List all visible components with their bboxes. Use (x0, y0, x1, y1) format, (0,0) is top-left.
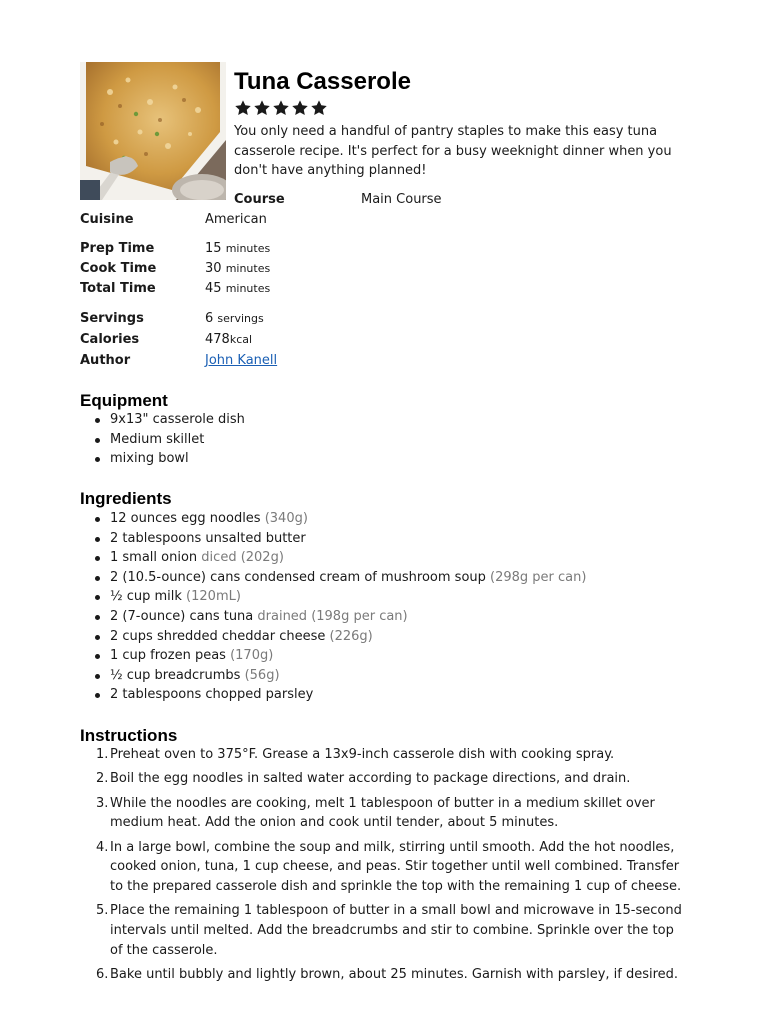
servings-unit: servings (217, 312, 264, 325)
equipment-heading: Equipment (80, 391, 168, 410)
star-icon[interactable] (253, 99, 271, 117)
step-text: Preheat oven to 375°F. Grease a 13x9-inch casserole dish with cooking spray. (110, 747, 615, 762)
ingredient-text: 1 cup frozen peas (110, 648, 226, 664)
meta-value-cook-time (205, 260, 270, 278)
star-icon[interactable] (234, 99, 252, 117)
ingredient-item (80, 529, 586, 549)
meta-label-cook-time: Cook Time (80, 261, 157, 276)
star-icon[interactable] (272, 99, 290, 117)
cook-time-unit: minutes (225, 262, 271, 275)
meta-value-author (205, 352, 277, 370)
meta-label-prep-time: Prep Time (80, 241, 155, 256)
meta-value-prep-time (205, 240, 270, 258)
equipment-list (80, 410, 245, 469)
meta-label-servings: Servings (80, 311, 144, 326)
ingredient-note: (226g) (325, 628, 373, 644)
recipe-summary: You only need a handful of pantry staples to make this easy tuna casserole recipe. It's perfect for a busy weeknight dinner when you don't have anything planned! (234, 124, 672, 179)
star-icon[interactable] (310, 99, 328, 117)
meta-label-author: Author (80, 353, 131, 368)
instruction-step (80, 769, 690, 789)
meta-value-total-time (205, 280, 270, 298)
instructions-list (80, 745, 690, 989)
ingredient-note: (298g per can) (485, 569, 587, 585)
ingredient-text: 2 (10.5-ounce) cans condensed cream of mushroom soup (110, 569, 486, 585)
ingredient-note: (340g) (260, 511, 308, 526)
ingredient-text: 1 small onion (110, 550, 198, 566)
ingredient-note: (56g) (240, 667, 280, 683)
ingredient-text: 2 (7-ounce) cans tuna (110, 608, 254, 624)
step-number: 2. (96, 771, 109, 787)
equipment-item: 9x13" casserole dish (80, 410, 245, 430)
ingredient-item (80, 685, 586, 705)
step-text: In a large bowl, combine the soup and milk, stirring until smooth. Add the hot noodles, cooked onion, tuna, 1 cup cheese, and peas. Stir together until well combined. Transfer to the prepared casserole dish and sprinkle the top with the remaining 1 cup of cheese. (110, 839, 682, 894)
ingredient-note: (120mL) (181, 589, 241, 605)
ingredient-text: 2 tablespoons chopped parsley (110, 687, 314, 703)
equipment-item: Medium skillet (80, 430, 245, 450)
ingredient-text: 2 cups shredded cheddar cheese (110, 628, 326, 644)
ingredient-item (80, 627, 586, 647)
calories-number: 478 (205, 332, 230, 347)
meta-value-course: Main Course (361, 192, 442, 207)
step-number: 6. (96, 966, 109, 982)
ingredient-item (80, 607, 586, 627)
step-number: 5. (96, 903, 109, 919)
ingredient-item (80, 509, 586, 529)
ingredient-item (80, 568, 586, 588)
meta-label-calories: Calories (80, 332, 140, 347)
instructions-heading: Instructions (80, 726, 178, 745)
ingredients-heading: Ingredients (80, 489, 172, 508)
step-number: 1. (96, 747, 109, 762)
ingredient-item (80, 587, 586, 607)
meta-value-cuisine: American (205, 212, 267, 227)
ingredient-item (80, 548, 586, 568)
total-time-unit: minutes (225, 282, 271, 295)
meta-value-calories (205, 331, 252, 349)
ingredient-item (80, 666, 586, 686)
servings-number[interactable]: 6 (205, 311, 214, 326)
ingredient-text: 12 ounces egg noodles (110, 511, 261, 526)
ingredient-note: (170g) (225, 648, 274, 664)
recipe-title: Tuna Casserole (234, 68, 411, 95)
rating-stars[interactable] (234, 99, 328, 117)
equipment-item: mixing bowl (80, 449, 245, 469)
prep-time-number: 15 (205, 241, 222, 256)
meta-value-servings[interactable] (205, 310, 264, 328)
step-number: 4. (96, 839, 109, 855)
step-text: Boil the egg noodles in salted water according to package directions, and drain. (110, 771, 631, 787)
ingredients-list (80, 509, 586, 705)
calories-unit: kcal (229, 333, 253, 346)
ingredient-note: drained (198g per can) (253, 608, 408, 624)
instruction-step (80, 794, 690, 833)
ingredient-text: 2 tablespoons unsalted butter (110, 530, 306, 546)
author-link[interactable]: John Kanell (205, 353, 278, 368)
ingredient-note: diced (202g) (197, 550, 284, 566)
instruction-step (80, 745, 690, 765)
instruction-step (80, 901, 690, 960)
recipe-photo (80, 62, 226, 200)
step-text: Place the remaining 1 tablespoon of butter in a small bowl and microwave in 15-second intervals until melted. Add the breadcrumbs and stir to combine. Sprinkle over the top of the casserole. (110, 903, 682, 958)
instruction-step (80, 838, 690, 897)
step-text: While the noodles are cooking, melt 1 tablespoon of butter in a medium skillet over medium heat. Add the onion and cook until tender, about 5 minutes. (110, 795, 655, 831)
ingredient-text: ½ cup milk (110, 589, 182, 605)
cook-time-number: 30 (205, 261, 222, 276)
total-time-number: 45 (205, 281, 222, 296)
ingredient-item (80, 646, 586, 666)
prep-time-unit: minutes (225, 242, 271, 255)
casserole-photo-icon (80, 62, 226, 200)
meta-label-total-time: Total Time (80, 281, 156, 296)
step-number: 3. (96, 795, 109, 811)
step-text: Bake until bubbly and lightly brown, about 25 minutes. Garnish with parsley, if desired. (110, 966, 679, 982)
star-icon[interactable] (291, 99, 309, 117)
instruction-step (80, 965, 690, 985)
ingredient-text: ½ cup breadcrumbs (110, 667, 241, 683)
meta-label-course: Course (234, 192, 285, 207)
meta-label-cuisine: Cuisine (80, 212, 134, 227)
